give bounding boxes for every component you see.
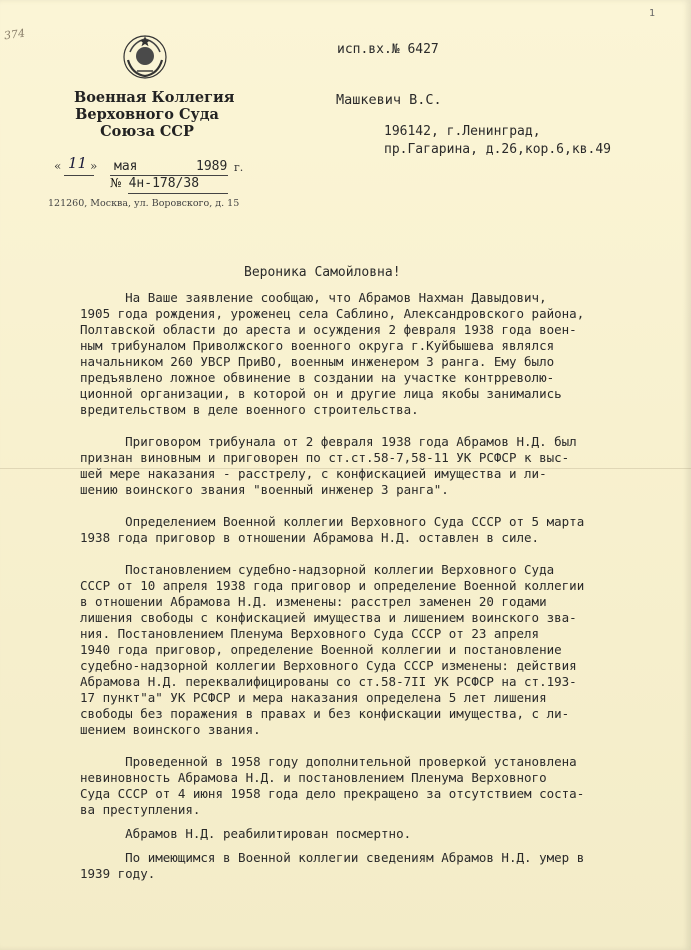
letter-body xyxy=(80,290,670,898)
issuer-block xyxy=(74,89,235,140)
issuer-line-2: Верховного Суда xyxy=(75,106,219,123)
reg-prefix: № xyxy=(110,176,122,190)
incoming-reference: исп.вх.№ 6427 xyxy=(337,42,439,57)
issuer-address: 121260, Москва, ул. Воровского, д. 15 xyxy=(48,198,240,209)
page-mark: 1 xyxy=(648,8,655,19)
body-paragraph: На Ваше заявление сообщаю, что Абрамов Нахман Давыдович, 1905 года рождения, уроженец села Саблино, Александровского района, Полтавской области до ареста и осуждения 2 февраля 1938 года воен- ным трибуналом Приволжского военного округа г.Куйбышева являлся начальником 260 УВСР ПриВО, военным инженером 3 ранга. Ему было предъявлено ложное обвинение в создании на участке контрреволю- ционной организации, в которой он и другие лица якобы занимались вредительством в деле военного строительства. xyxy=(80,290,585,417)
reg-number: 4н-178/38 xyxy=(128,176,200,191)
body-paragraph: По имеющимся в Военной коллегии сведениям Абрамов Н.Д. умер в 1939 году. xyxy=(80,850,585,881)
date-day: 11 xyxy=(68,154,88,172)
recipient-name: Машкевич В.С. xyxy=(336,92,442,108)
body-paragraph: Проведенной в 1958 году дополнительной проверкой установлена невиновность Абрамова Н.Д. и постановлением Пленума Верховного Суда СССР от 4 июня 1958 года дело прекращено за отсутствием соста- ва преступления. xyxy=(80,754,585,817)
letter-date xyxy=(54,154,244,177)
date-year-suffix: г. xyxy=(234,161,244,174)
date-month: мая xyxy=(114,159,138,174)
body-paragraph: Определением Военной коллегии Верховного Суда СССР от 5 марта 1938 года приговор в отношении Абрамова Н.Д. оставлен в силе. xyxy=(80,514,585,545)
margin-note: 374 xyxy=(3,26,26,43)
body-paragraph: Приговором трибунала от 2 февраля 1938 года Абрамов Н.Д. был признан виновным и приговорен по ст.ст.58-7,58-11 УК РСФСР к выс- шей мере наказания - расстрелу, с конфискацией имущества и ли- шению воинского звания "военный инженер 3 ранга". xyxy=(80,434,577,497)
date-close-quote: » xyxy=(90,159,98,173)
recipient-address-line-1: 196142, г.Ленинград, xyxy=(384,124,541,139)
registration-number xyxy=(110,176,199,191)
body-paragraph: Абрамов Н.Д. реабилитирован посмертно. xyxy=(80,826,412,841)
reg-underline xyxy=(128,193,228,194)
salutation: Вероника Самойловна! xyxy=(244,265,401,280)
date-open-quote: « xyxy=(54,159,62,173)
date-day-underline xyxy=(64,175,94,176)
issuer-line-1: Военная Коллегия xyxy=(74,89,235,106)
body-paragraph: Постановлением судебно-надзорной коллегии Верховного Суда СССР от 10 апреля 1938 года приговор и определение Военной коллегии в отношении Абрамова Н.Д. изменены: расстрел заменен 20 годами лишения свободы с конфискацией имущества и лишением воинского зва- ния. Постановлением Пленума Верховного Суда СССР от 23 апреля 1940 года приговор, определение Военной коллегии и постановление судебно-надзорной коллегии Верховного Суда СССР изменены: действия Абрамова Н.Д. переквалифицированы со ст.58-7II УК РСФСР на ст.193- 17 пункт"а" УК РСФСР и мера наказания определена 5 лет лишения свободы без поражения в правах и без конфискации имущества, с ли- шением воинского звания. xyxy=(80,562,585,737)
date-year: 1989 xyxy=(196,159,228,174)
issuer-line-3: Союза ССР xyxy=(100,123,194,140)
recipient-address-line-2: пр.Гагарина, д.26,кор.6,кв.49 xyxy=(384,142,611,157)
ussr-emblem-icon xyxy=(122,34,168,80)
